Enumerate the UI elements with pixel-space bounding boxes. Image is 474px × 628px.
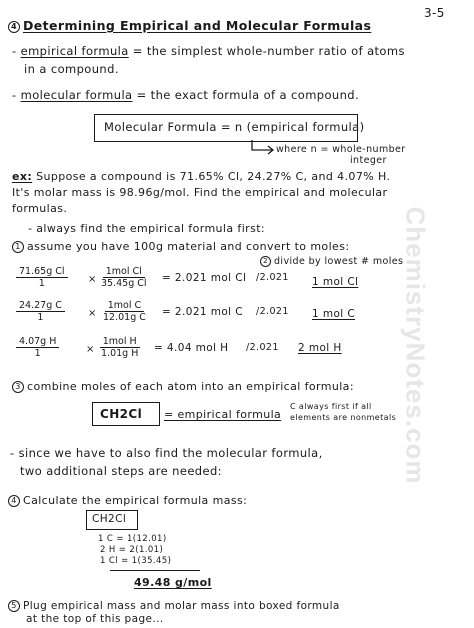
step4-text: Calculate the empirical formula mass: (23, 494, 248, 507)
sum-line (110, 570, 200, 571)
conv2-final: 1 mol C (312, 308, 356, 320)
step2-note (260, 256, 403, 267)
conv1-divide: /2.021 (256, 272, 289, 283)
step3-note1: C always first if all (290, 402, 372, 411)
step1 (12, 240, 349, 253)
since-line1: - since we have to also find the molecular formula, (10, 446, 323, 460)
conv3-result: = 4.04 mol H (154, 342, 229, 354)
times-symbol: × (86, 344, 95, 355)
example-line2: It's molar mass is 98.96g/mol. Find the empirical and molecular (12, 186, 388, 199)
page-number: 3-5 (424, 6, 445, 20)
watermark: ChemistryNotes.com (400, 206, 431, 485)
def-molecular: - molecular formula = the exact formula of a compound. (12, 88, 360, 102)
conv2-factor-den: 12.01g C (103, 312, 146, 323)
term-empirical: empirical formula (20, 44, 129, 58)
conv3-given-num: 4.07g H (16, 336, 59, 348)
where-note-line1: where n = whole-number (276, 144, 406, 155)
step4-circle: 4 (8, 495, 20, 507)
step3-formula: CH2Cl (100, 407, 143, 421)
step4-row2: 2 H = 2(1.01) (100, 545, 164, 555)
conv3-final: 2 mol H (298, 342, 342, 354)
conv1-result: = 2.021 mol Cl (162, 272, 247, 284)
step1-text: assume you have 100g material and convert to moles: (27, 240, 350, 253)
example-line1 (12, 170, 390, 183)
step2-circle: 2 (260, 256, 271, 267)
conv2-result: = 2.021 mol C (162, 306, 243, 318)
conv1-given-num: 71.65g Cl (16, 266, 68, 278)
boxed-formula: Molecular Formula = n (empirical formula) (104, 120, 365, 134)
always-find: - always find the empirical formula first: (28, 222, 266, 235)
conv3-divide: /2.021 (246, 342, 279, 353)
step3-note2: elements are nonmetals (290, 413, 397, 422)
def-empirical: - empirical formula = the simplest whole-number ratio of atoms (12, 44, 405, 58)
conv1-final: 1 mol Cl (312, 276, 359, 288)
times-symbol: × (88, 274, 97, 285)
step1-circle: 1 (12, 241, 24, 253)
page-title (8, 18, 371, 33)
conv2-divide: /2.021 (256, 306, 289, 317)
step5-line2: at the top of this page... (26, 613, 164, 625)
step5-line1 (8, 600, 340, 612)
def-molecular-text: = the exact formula of a compound. (136, 88, 360, 102)
conv2-given-num: 24.27g C (16, 300, 65, 312)
conv3-factor-num: 1mol H (100, 336, 140, 348)
conv3-given-den: 1 (34, 348, 41, 359)
step4-row3: 1 Cl = 1(35.45) (100, 556, 172, 566)
step4-row1: 1 C = 1(12.01) (98, 534, 167, 544)
term-molecular: molecular formula (20, 88, 133, 102)
times-symbol: × (88, 308, 97, 319)
title-text: Determining Empirical and Molecular Formulas (23, 18, 372, 33)
example-label: ex: (12, 170, 33, 183)
conv1-factor (98, 266, 150, 289)
step2-text: divide by lowest # moles (274, 256, 404, 267)
def-empirical-text: = the simplest whole-number ratio of atoms (132, 44, 405, 58)
conv2-factor (100, 300, 149, 323)
step3-eq: = empirical formula (164, 408, 282, 421)
conv3-given (16, 336, 59, 359)
conv3-factor-den: 1.01g H (101, 348, 139, 359)
conv3-factor (98, 336, 141, 359)
conv1-factor-num: 1mol Cl (103, 266, 145, 278)
where-note-line2: integer (350, 155, 387, 166)
step5-circle: 5 (8, 600, 20, 612)
example-line3: formulas. (12, 202, 68, 215)
step3-text: combine moles of each atom into an empirical formula: (27, 380, 354, 393)
step5-text1: Plug empirical mass and molar mass into boxed formula (23, 600, 340, 612)
step4-formula: CH2Cl (92, 513, 127, 525)
example-text1: Suppose a compound is 71.65% Cl, 24.27% C, and 4.07% H. (36, 170, 391, 183)
conv2-given (16, 300, 65, 323)
step4 (8, 494, 247, 507)
conv1-factor-den: 35.45g Cl (101, 278, 147, 289)
since-line2: two additional steps are needed: (20, 464, 222, 478)
conv1-given-den: 1 (38, 278, 45, 289)
step4-total: 49.48 g/mol (134, 576, 212, 589)
step-circle: 4 (8, 21, 20, 33)
def-empirical-line2: in a compound. (24, 62, 119, 76)
conv2-factor-num: 1mol C (105, 300, 144, 312)
step3-circle: 3 (12, 381, 24, 393)
step3 (12, 380, 354, 393)
conv1-given (16, 266, 68, 289)
conv2-given-den: 1 (37, 312, 44, 323)
